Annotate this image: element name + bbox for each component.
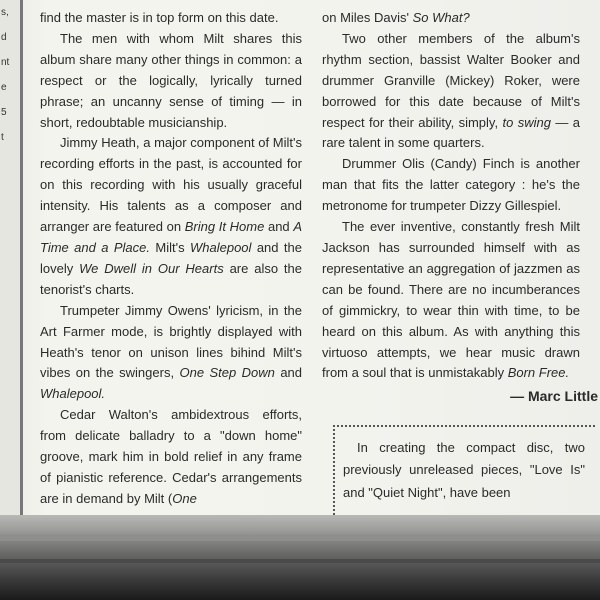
margin-fragment: nt (1, 57, 10, 68)
song-title: Whalepool. (40, 386, 106, 402)
author-signature: — Marc Little (510, 388, 598, 405)
song-title: We Dwell in Our Hearts (79, 260, 224, 276)
paragraph: Drummer Olis (Candy) Finch is another man that fits the latter category : he's the metronome for trumpeter Dizzy Gillespiel. (322, 156, 580, 214)
margin-fragment: s, (1, 7, 9, 18)
song-title: So What? (412, 10, 470, 25)
paragraph: find the master is in top form on this date. (40, 10, 279, 25)
left-text-column (40, 8, 302, 510)
page-gutter (20, 0, 23, 515)
paragraph: Jimmy Heath, a major component of Milt's recording efforts in the past, is accounted for on this recording with his usually graceful intensity. His talents as a composer and arranger are featured on Bring It Home and A Time and a Place. Milt's Whalepool and the lovely We Dwell in Our Hearts are also the tenorist's charts. (40, 135, 303, 297)
background-stripe (0, 535, 600, 541)
paragraph: on Miles Davis' So What? (322, 10, 470, 25)
background-stripe (0, 559, 600, 563)
paragraph: The ever inventive, constantly fresh Milt Jackson has surrounded himself with as representative an aggregation of jazzmen as can be found. There are no incumberances of gimmickry, to wear thin with time, to be heard on this album. As with anything this virtuoso attempts, we hear music drawn from a soul that is unmistakably Born Free. (322, 219, 580, 381)
song-title: One Step Down (179, 365, 275, 381)
margin-fragment: 5 (1, 107, 7, 118)
paragraph: The men with whom Milt shares this album share many other things in common: a respect or the logically, lyrically turned phrase; an uncanny sense of timing — in short, redoubtable musicianship. (40, 30, 302, 130)
background-below-page (0, 515, 600, 600)
paragraph: Cedar Walton's ambidextrous efforts, from delicate balladry to a "down home" groove, mark him in bold relief in any frame of pianistic reference. Cedar's arrangements are in demand by Milt (One (40, 407, 302, 506)
album-title: Born Free. (507, 365, 570, 381)
song-title: Bring It Home (184, 219, 265, 235)
facing-page-margin (0, 0, 20, 515)
margin-fragment: d (1, 32, 7, 43)
song-title: to swing (502, 114, 551, 130)
song-title: A Time and a Place. (40, 219, 302, 255)
paragraph: Trumpeter Jimmy Owens' lyricism, in the Art Farmer mode, is brightly displayed with Heath's tenor on unison lines bihind Milt's vibes on the swingers, One Step Down and Whalepool. (40, 302, 303, 402)
right-text-column (322, 8, 598, 407)
margin-fragment: e (1, 82, 7, 93)
song-title: One (172, 490, 197, 506)
song-title: Whalepool (189, 239, 252, 255)
margin-fragment: t (1, 132, 4, 143)
note-text: In creating the compact disc, two previously unreleased pieces, "Love Is" and "Quiet Night", have been (343, 440, 585, 500)
paragraph: Two other members of the album's rhythm section, bassist Walter Booker and drummer Granville (Mickey) Roker, were borrowed for this date because of Milt's respect for their ability, simply, to swing — a rare talent in some quarters. (322, 30, 580, 151)
